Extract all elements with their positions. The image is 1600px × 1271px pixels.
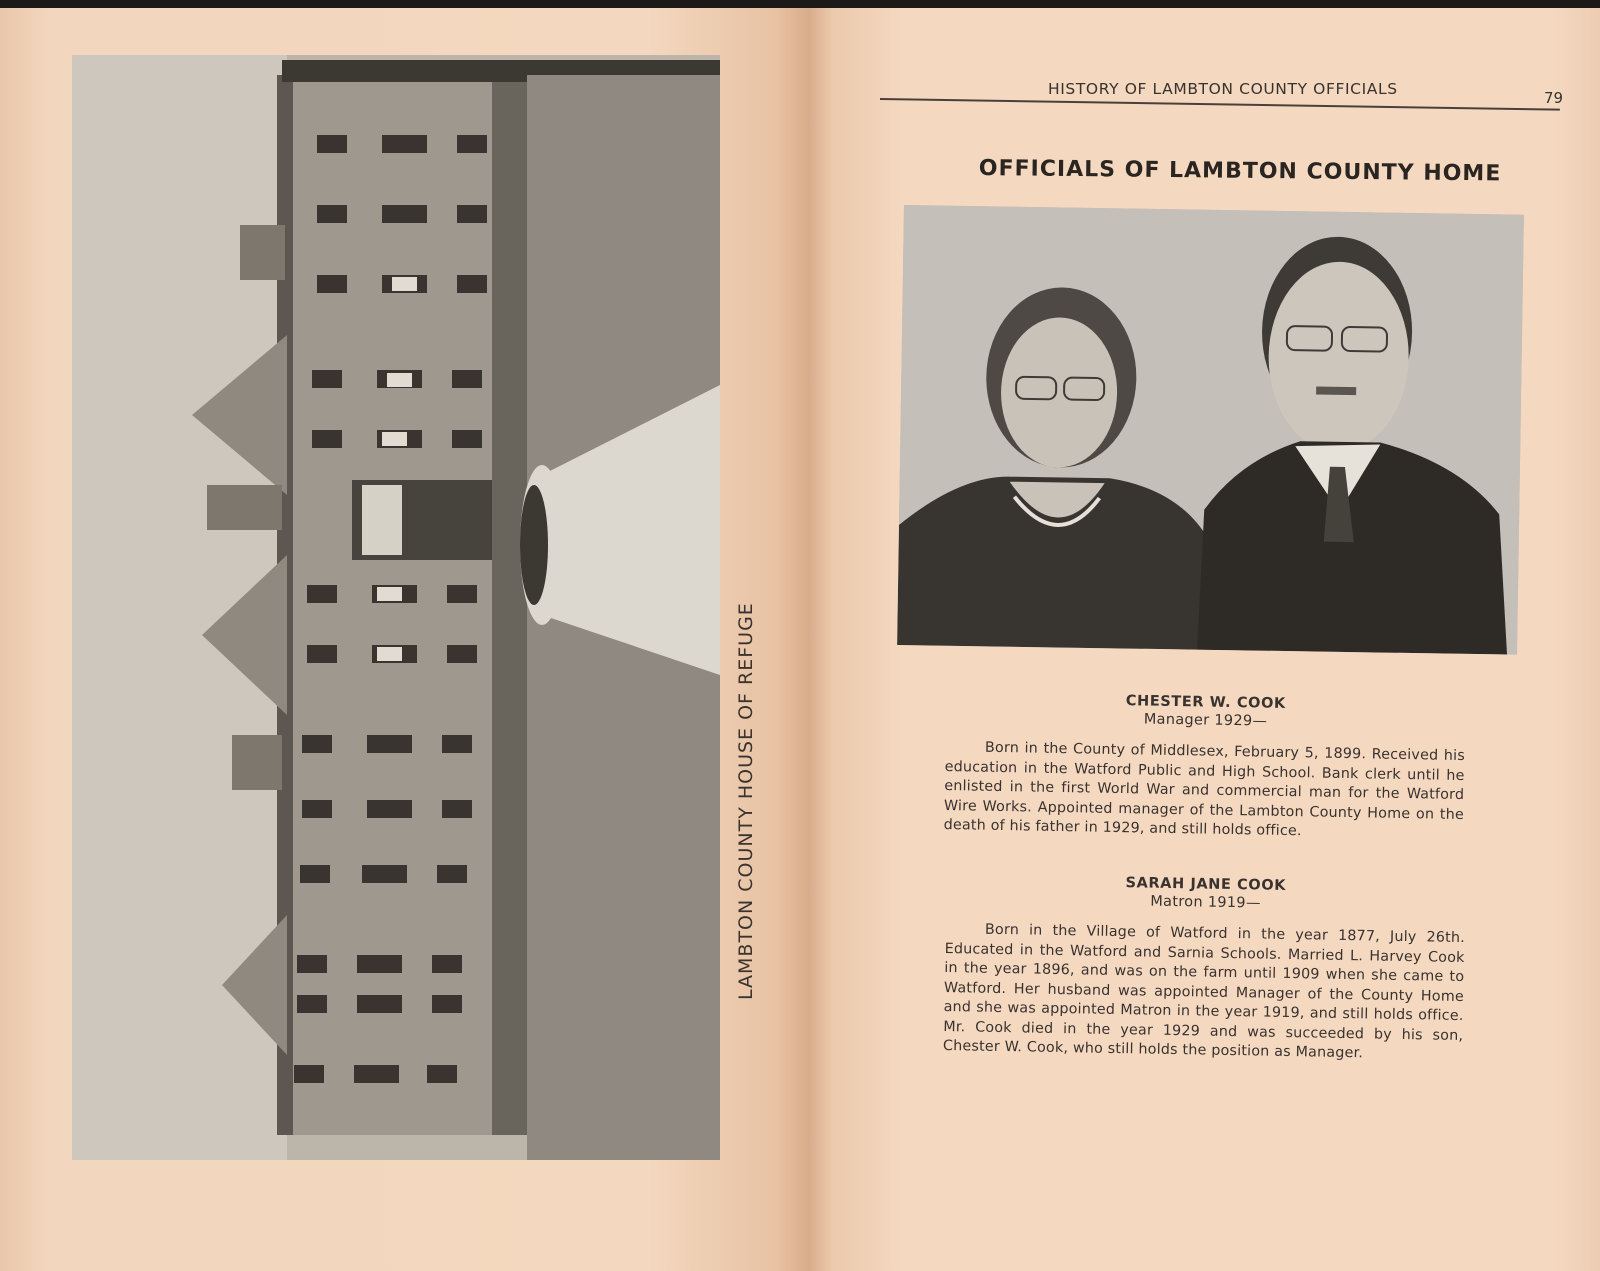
photo-caption: LAMBTON COUNTY HOUSE OF REFUGE <box>735 602 757 1000</box>
bio-sarah-jane-cook <box>943 872 1466 1066</box>
running-header-title: HISTORY OF LAMBTON COUNTY OFFICIALS <box>1048 80 1398 98</box>
building-illustration <box>72 55 720 1160</box>
bio-name: SARAH JANE COOK <box>1125 875 1287 894</box>
bio-text: Born in the Village of Watford in the year 1877, July 26th. Educated in the Watford and Sarnia Schools. Married L. Harvey Cook in the year 1896, and was on the farm until 1909 when she came to Watford. Her husband was appointed Manager of the County Home and she was appointed Matron in the year 1919, and still holds office. Mr. Cook died in the year 1929 and was succeeded by his son, Chester W. Cook, who still holds the position as Manager. <box>942 921 1466 1062</box>
bio-name: CHESTER W. COOK <box>1125 693 1286 712</box>
house-of-refuge-photo <box>72 55 720 1160</box>
bio-text: Born in the County of Middlesex, February 5, 1899. Received his education in the Watford Public and High School. Bank clerk until he enlisted in the first World War and commercial man for the Watford Wire Works. Appointed manager of the Lambton County Home on the death of his father in 1929, and still holds office. <box>943 739 1466 840</box>
bio-role: Manager 1929— <box>1143 711 1268 730</box>
cook-portrait-photo <box>897 205 1524 655</box>
page-number: 79 <box>1544 89 1564 107</box>
bio-role: Matron 1919— <box>1150 893 1261 912</box>
portrait-illustration <box>897 205 1524 655</box>
section-title: OFFICIALS OF LAMBTON COUNTY HOME <box>978 156 1502 187</box>
bio-chester-cook <box>943 690 1465 845</box>
